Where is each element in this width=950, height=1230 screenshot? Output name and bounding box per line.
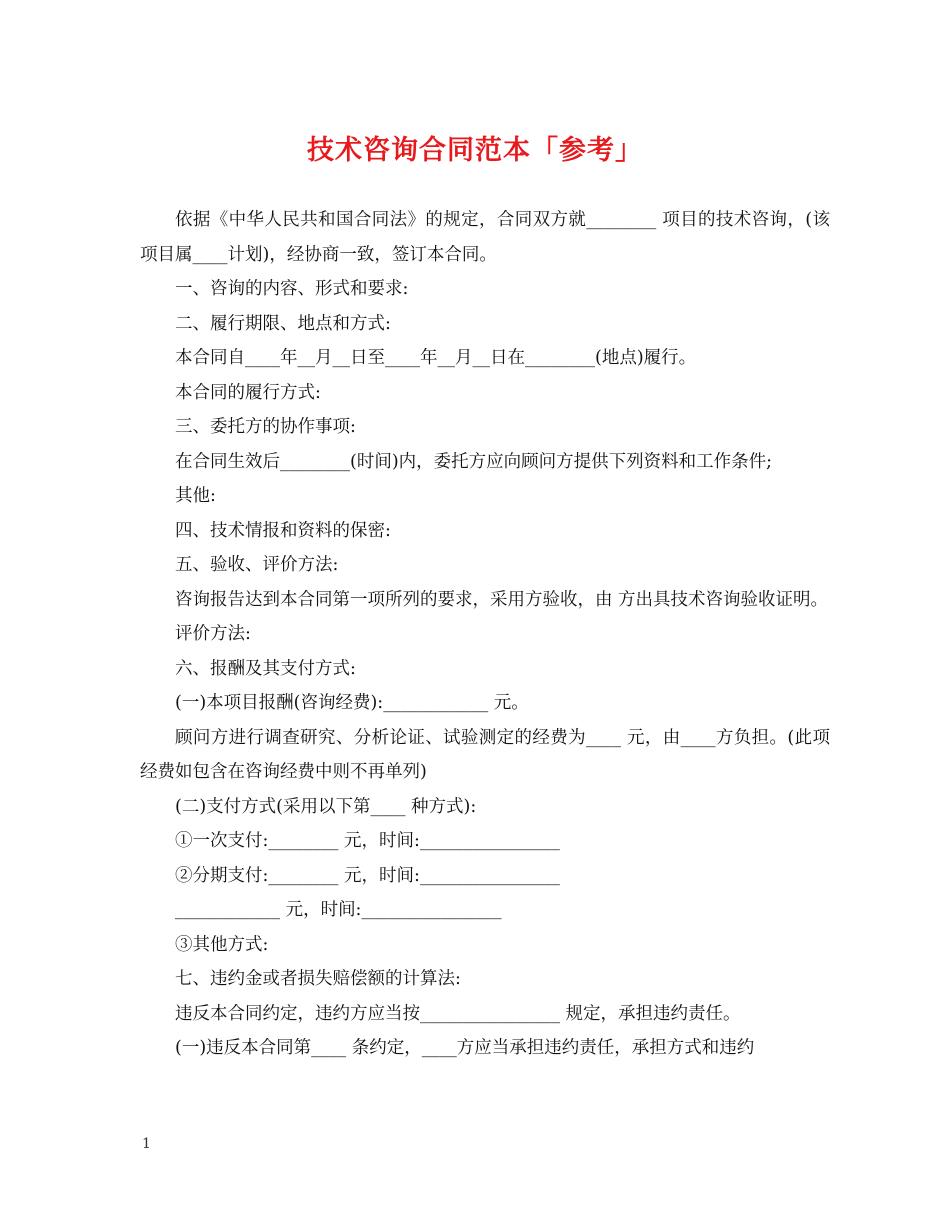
paragraph-section-2: 二、履行期限、地点和方式:	[175, 313, 391, 334]
document-body	[140, 203, 830, 1066]
paragraph-payment-installment: ②分期支付:________ 元，时间:________________	[175, 865, 560, 886]
paragraph-payment-method: (二)支付方式(采用以下第____ 种方式):	[175, 796, 477, 817]
paragraph-intro: 依据《中华人民共和国合同法》的规定，合同双方就________ 项目的技术咨询，(该项目属____计划)，经协商一致，签订本合同。	[140, 210, 830, 265]
paragraph-other: 其他:	[175, 486, 216, 506]
paragraph-section-6: 六、报酬及其支付方式:	[175, 658, 356, 679]
paragraph-payment-installment-2: ____________ 元，时间:________________	[175, 900, 502, 920]
paragraph-breach-clause: (一)违反本合同第____ 条约定，____方应当承担违约责任，承担方式和违约	[175, 1038, 755, 1058]
paragraph-breach: 违反本合同约定，违约方应当按________________ 规定，承担违约责任。	[175, 1003, 741, 1024]
paragraph-term-dates: 本合同自____年__月__日至____年__月__日在________(地点)履行。	[175, 348, 697, 368]
paragraph-performance-method: 本合同的履行方式:	[175, 382, 321, 403]
document-title: 技术咨询合同范本「参考」	[307, 135, 643, 166]
page-number: 1	[142, 1136, 151, 1152]
paragraph-section-4: 四、技术情报和资料的保密:	[175, 520, 391, 541]
paragraph-research-fees: 顾问方进行调查研究、分析论证、试验测定的经费为____ 元，由____方负担。(此项经费如包含在咨询经费中则不再单列)	[140, 727, 830, 782]
paragraph-section-1: 一、咨询的内容、形式和要求:	[175, 279, 409, 299]
paragraph-payment-lump-sum: ①一次支付:________ 元，时间:________________	[175, 831, 560, 851]
paragraph-evaluation-method: 评价方法:	[175, 624, 251, 644]
paragraph-payment-other: ③其他方式:	[175, 934, 269, 955]
paragraph-acceptance: 咨询报告达到本合同第一项所列的要求，采用方验收，由 方出具技术咨询验收证明。	[175, 589, 829, 610]
paragraph-section-5: 五、验收、评价方法:	[175, 555, 339, 575]
paragraph-remuneration: (一)本项目报酬(咨询经费):____________ 元。	[175, 693, 529, 713]
paragraph-client-cooperation: 在合同生效后________(时间)内，委托方应向顾问方提供下列资料和工作条件;	[175, 451, 773, 472]
paragraph-section-7: 七、违约金或者损失赔偿额的计算法:	[175, 969, 461, 989]
paragraph-section-3: 三、委托方的协作事项:	[175, 417, 356, 437]
